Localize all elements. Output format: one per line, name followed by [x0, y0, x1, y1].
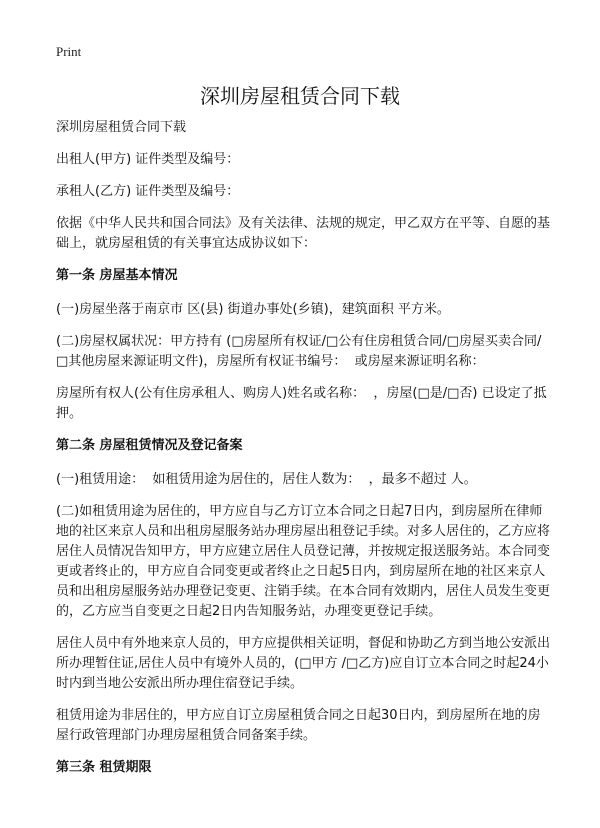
document-title: 深圳房屋租赁合同下载 — [200, 84, 400, 108]
clause-paragraph: 居住人员中有外地来京人员的，甲方应提供相关证明，督促和协助乙方到当地公安派出所办理暂住证,居住人员中有境外人员的，(□甲方 /□乙方)应自订立本合同之时起24小时内到当地公安派出所办理住宿登记手续。 — [56, 636, 551, 691]
section-heading-1: 第一条 房屋基本情况 — [56, 268, 178, 283]
clause-paragraph: 房屋所有权人(公有住房承租人、购房人)姓名或名称： ，房屋(□是/□否) 已设定了抵押。 — [56, 386, 547, 421]
section-heading-3: 第三条 租赁期限 — [56, 760, 152, 775]
clause-paragraph: (二)如租赁用途为居住的，甲方应自与乙方订立本合同之日起7日内，到房屋所在律师地的社区来京人员和出租房屋服务站办理房屋出租登记手续。对多人居住的，乙方应将居住人员情况告知甲方，甲方应建立居住人员登记薄，并按规定报送服务站。本合同变更或者终止的，甲方应自合同变更或者终止之日起5日内，到房屋所在地的社区来京人员和出租房屋服务站办理登记变更、注销手续。在本合同有效期内，居住人员发生变更的，乙方应当自变更之日起2日内告知服务站，办理变更登记手续。 — [56, 504, 551, 619]
print-label: Print — [56, 44, 82, 59]
subtitle-line: 深圳房屋租赁合同下载 — [56, 120, 187, 135]
lessee-line: 承租人(乙方) 证件类型及编号： — [56, 184, 240, 199]
clause-paragraph: (二)房屋权属状况：甲方持有 (□房屋所有权证/□公有住房租赁合同/□房屋买卖合同/□其他房屋来源证明文件)，房屋所有权证书编号： 或房屋来源证明名称： — [56, 334, 542, 369]
clause-paragraph: (一)租赁用途： 如租赁用途为居住的，居住人数为： ，最多不超过 人。 — [56, 472, 477, 487]
preamble-paragraph: 依据《中华人民共和国合同法》及有关法律、法规的规定，甲乙双方在平等、自愿的基础上，就房屋租赁的有关事宜达成协议如下： — [56, 216, 551, 251]
lessor-line: 出租人(甲方) 证件类型及编号： — [56, 152, 240, 167]
document-body — [56, 118, 552, 792]
section-heading-2: 第二条 房屋租赁情况及登记备案 — [56, 438, 243, 453]
clause-paragraph: (一)房屋坐落于南京市 区(县) 街道办事处(乡镇)，建筑面积 平方米。 — [56, 302, 450, 317]
clause-paragraph: 租赁用途为非居住的，甲方应自订立房屋租赁合同之日起30日内，到房屋所在地的房屋行政管理部门办理房屋租赁合同备案手续。 — [56, 708, 541, 743]
